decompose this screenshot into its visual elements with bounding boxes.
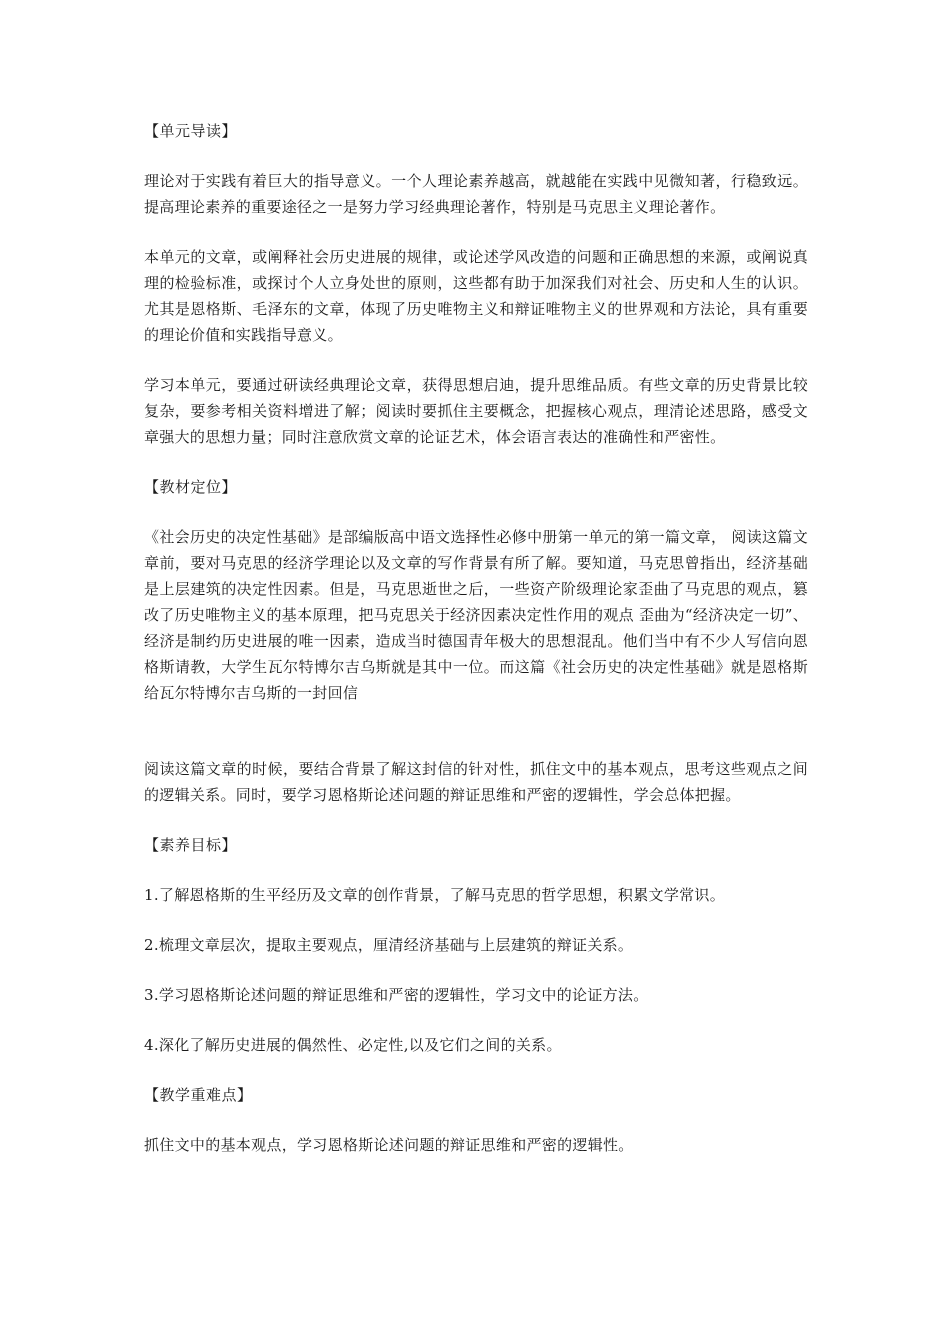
document-page [144, 118, 808, 1158]
literacy-goal-item-3: 3.学习恩格斯论述问题的辩证思维和严密的逻辑性，学习文中的论证方法。 [144, 986, 649, 1004]
key-points-paragraph: 抓住文中的基本观点，学习恩格斯论述问题的辩证思维和严密的逻辑性。 [144, 1136, 634, 1154]
literacy-goal-item-4: 4.深化了解历史进展的偶然性、必定性,以及它们之间的关系。 [144, 1036, 562, 1054]
literacy-goal-item-2: 2.梳理文章层次，提取主要观点，厘清经济基础与上层建筑的辩证关系。 [144, 936, 634, 954]
literacy-goals-heading: 【素养目标】 [144, 836, 238, 854]
key-points-heading: 【教学重难点】 [144, 1086, 253, 1104]
unit-intro-paragraph-1: 理论对于实践有着巨大的指导意义。一个人理论素养越高，就越能在实践中见微知著，行稳致远。提高理论素养的重要途径之一是努力学习经典理论著作，特别是马克思主义理论著作。 [144, 172, 808, 216]
unit-intro-paragraph-2: 本单元的文章，或阐释社会历史进展的规律，或论述学风改造的问题和正确思想的来源，或阐说真理的检验标准，或探讨个人立身处世的原则，这些都有助于加深我们对社会、历史和人生的认识。尤其是恩格斯、毛泽东的文章，体现了历史唯物主义和辩证唯物主义的世界观和方法论，具有重要的理论价值和实践指导意义。 [144, 248, 808, 344]
unit-intro-paragraph-3: 学习本单元，要通过研读经典理论文章，获得思想启迪，提升思维品质。有些文章的历史背景比较复杂，要参考相关资料增进了解；阅读时要抓住主要概念，把握核心观点，理清论述思路，感受文章强大的思想力量；同时注意欣赏文章的论证艺术，体会语言表达的准确性和严密性。 [144, 376, 808, 446]
textbook-position-paragraph-1: 《社会历史的决定性基础》是部编版高中语文选择性必修中册第一单元的第一篇文章， 阅读这篇文章前，要对马克思的经济学理论以及文章的写作背景有所了解。要知道，马克思曾指出，经济基础是上层建筑的决定性因素。但是，马克思逝世之后，一些资产阶级理论家歪曲了马克思的观点，篡改了历史唯物主义的基本原理，把马克思关于经济因素决定性作用的观点 歪曲为“经济决定一切”、经济是制约历史进展的唯一因素，造成当时德国青年极大的思想混乱。他们当中有不少人写信向恩格斯请教，大学生瓦尔特博尔吉乌斯就是其中一位。而这篇《社会历史的决定性基础》就是恩格斯给瓦尔特博尔吉乌斯的一封回信 [144, 528, 808, 702]
textbook-position-paragraph-2: 阅读这篇文章的时候，要结合背景了解这封信的针对性，抓住文中的基本观点，思考这些观点之间的逻辑关系。同时，要学习恩格斯论述问题的辩证思维和严密的逻辑性，学会总体把握。 [144, 760, 808, 804]
literacy-goal-item-1: 1.了解恩格斯的生平经历及文章的创作背景，了解马克思的哲学思想，积累文学常识。 [144, 886, 726, 904]
unit-intro-heading: 【单元导读】 [144, 122, 238, 140]
textbook-position-heading: 【教材定位】 [144, 478, 238, 496]
